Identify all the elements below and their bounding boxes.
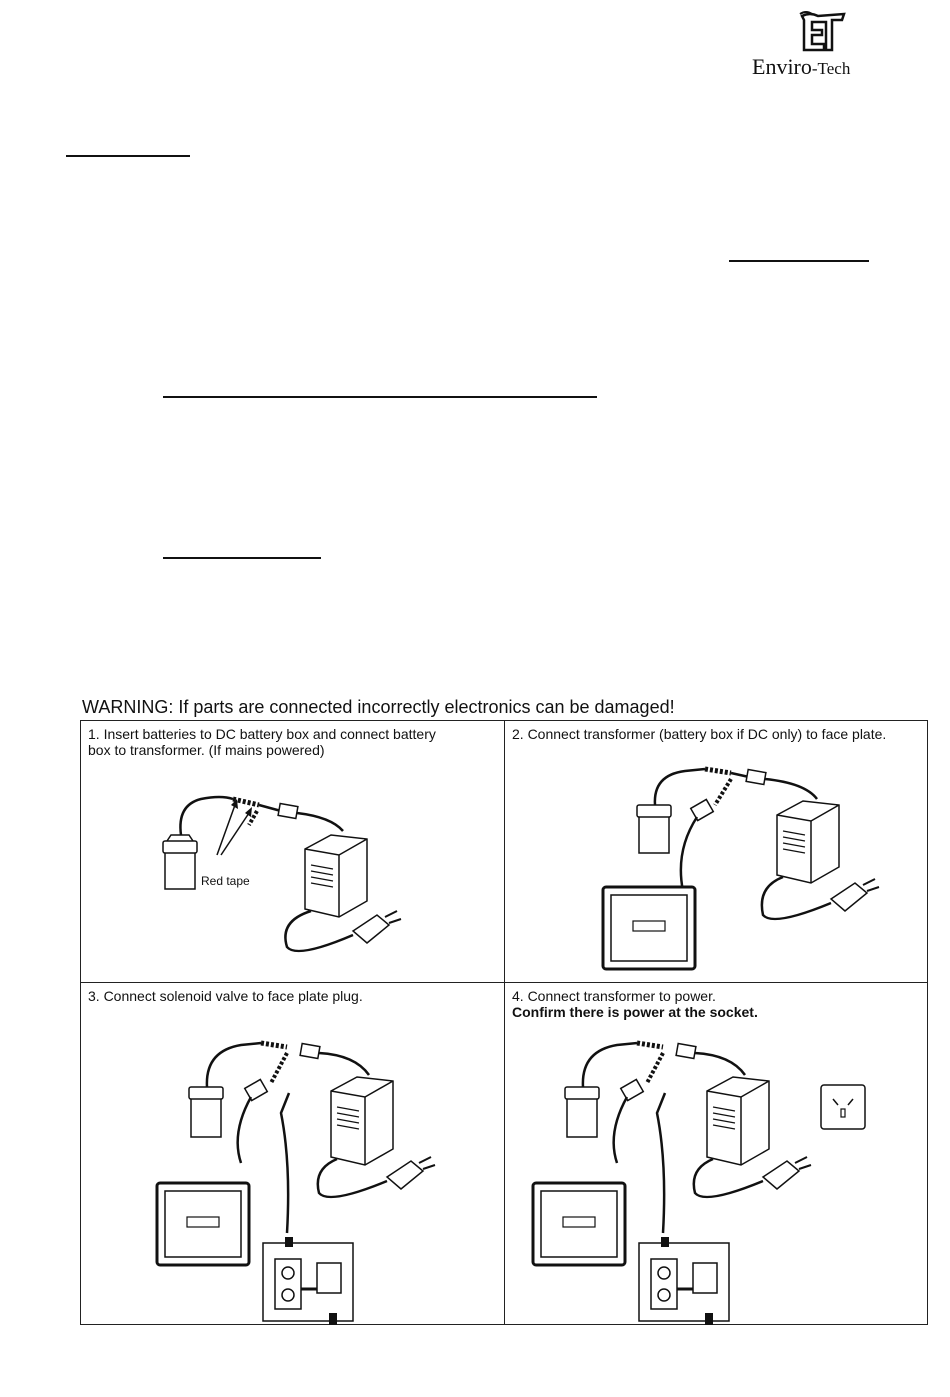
logo: [746, 10, 886, 80]
step-3-illustration: [81, 983, 504, 1326]
warning-text: WARNING: If parts are connected incorrectly electronics can be damaged!: [82, 697, 675, 717]
transformer-icon: [331, 1077, 393, 1165]
step-4-illustration: [505, 983, 929, 1326]
step-caption: 1. Insert batteries to DC battery box and connect battery box to transformer. (If mains powered): [88, 726, 436, 758]
step-1-illustration: [81, 721, 504, 982]
face-plate-icon: [157, 1183, 249, 1265]
step-2-illustration: [505, 721, 929, 982]
step-4: [505, 983, 929, 1326]
face-plate-icon: [603, 887, 695, 969]
power-plug-icon: [353, 911, 401, 943]
step-caption: 2. Connect transformer (battery box if DC only) to face plate.: [512, 726, 887, 742]
transformer-icon: [305, 835, 367, 917]
logo-wordmark: Enviro-Tech: [752, 54, 851, 79]
battery-box-icon: [565, 1087, 599, 1137]
step-1: [81, 721, 504, 982]
instruction-grid: [80, 720, 928, 1325]
step-caption: 4. Connect transformer to power. Confirm there is power at the socket.: [512, 988, 912, 1020]
solenoid-valve-icon: [639, 1237, 729, 1325]
transformer-icon: [777, 801, 839, 883]
heading-underline: [66, 155, 190, 157]
heading-underline: [163, 557, 321, 559]
red-tape-label: Red tape: [201, 874, 250, 888]
step-2: [505, 721, 929, 982]
step-3: [81, 983, 504, 1326]
power-plug-icon: [387, 1157, 435, 1189]
power-plug-icon: [831, 879, 879, 911]
step-caption: 3. Connect solenoid valve to face plate plug.: [88, 988, 363, 1004]
logo-mark-icon: [746, 10, 886, 58]
step-caption-bold: Confirm there is power at the socket.: [512, 1004, 758, 1020]
battery-box-icon: [189, 1087, 223, 1137]
power-socket-icon: [821, 1085, 865, 1129]
heading-underline: [163, 396, 597, 398]
battery-box-icon: [163, 835, 197, 889]
face-plate-icon: [533, 1183, 625, 1265]
battery-box-icon: [637, 805, 671, 853]
transformer-icon: [707, 1077, 769, 1165]
solenoid-valve-icon: [263, 1237, 353, 1325]
power-plug-icon: [763, 1157, 811, 1189]
heading-underline: [729, 260, 869, 262]
